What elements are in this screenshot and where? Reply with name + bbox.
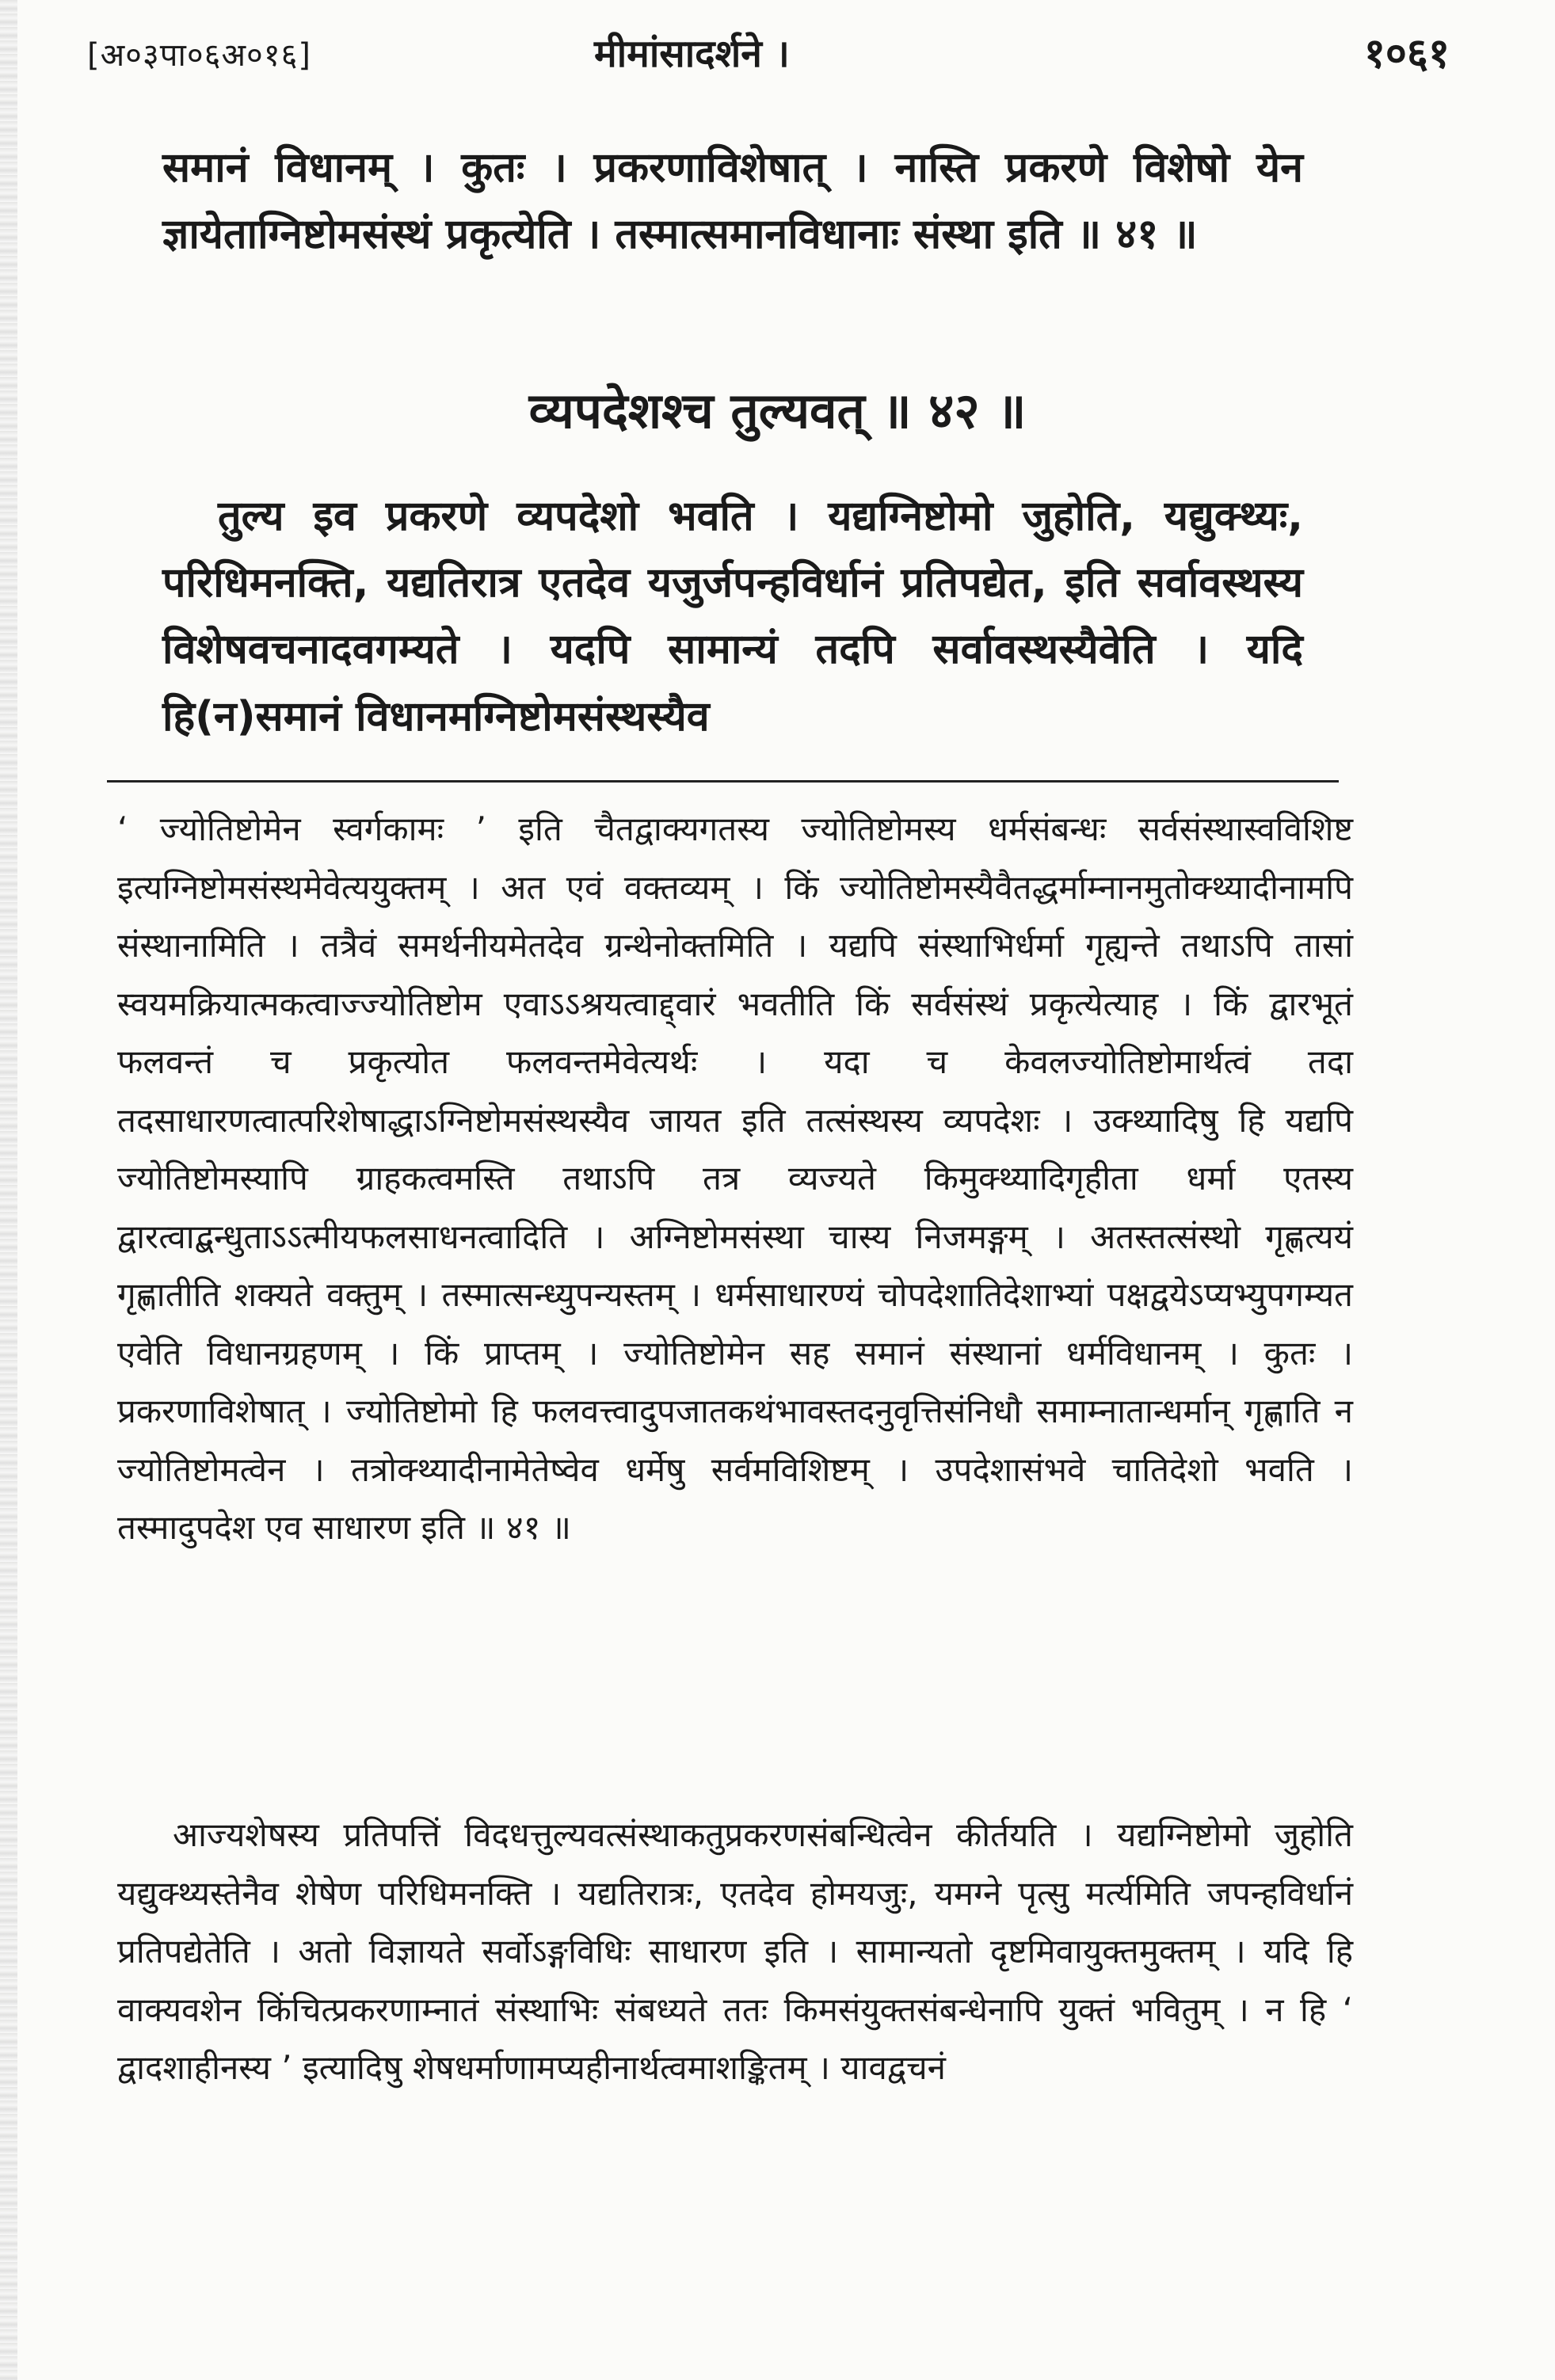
bhashya-block-41 <box>162 135 1303 268</box>
commentary-paragraph-1: ‘ ज्योतिष्टोमेन स्वर्गकामः ’ इति चैतद्वाक्यगतस्य ज्योतिष्टोमस्य धर्मसंबन्धः सर्वसंस्थास्वविशिष्ट इत्यग्निष्टोमसंस्थमेवेत्ययुक्तम् । अत एवं वक्तव्यम् । किं ज्योतिष्टोमस्यैवैतद्धर्माम्नानमुतोक्थ्यादीनामपि संस्थानामिति । तत्रैवं समर्थनीयमेतदेव ग्रन्थेनोक्तमिति । यद्यपि संस्थाभिर्धर्मा गृह्यन्ते तथाऽपि तासां स्वयमक्रियात्मकत्वाज्ज्योतिष्टोम एवाऽऽश्रयत्वाद्द्वारं भवतीति किं सर्वसंस्थं प्रकृत्येत्याह । किं द्वारभूतं फलवन्तं च प्रकृत्योत फलवन्तमेवेत्यर्थः । यदा च केवलज्योतिष्टोमार्थत्वं तदा तदसाधारणत्वात्परिशेषाद्धाऽग्निष्टोमसंस्थस्यैव जायत इति तत्संस्थस्य व्यपदेशः । उक्थ्यादिषु हि यद्यपि ज्योतिष्टोमस्यापि ग्राहकत्वमस्ति तथाऽपि तत्र व्यज्यते किमुक्थ्यादिगृहीता धर्मा एतस्य द्वारत्वाद्बन्धुताऽऽत्मीयफलसाधनत्वादिति । अग्निष्टोमसंस्था चास्य निजमङ्गम् । अतस्तत्संस्थो गृह्णत्ययं गृह्णातीति शक्यते वक्तुम् । तस्मात्सन्ध्युपन्यस्तम् । धर्मसाधारण्यं चोपदेशातिदेशाभ्यां पक्षद्वयेऽप्यभ्युपगम्यत एवेति विधानग्रहणम् । किं प्राप्तम् । ज्योतिष्टोमेन सह समानं संस्थानां धर्मविधानम् । कुतः । प्रकरणाविशेषात् । ज्योतिष्टोमो हि फलवत्त्वादुपजातकथंभावस्तदनुवृत्तिसंनिधौ समाम्नातान्धर्मान् गृह्णाति न ज्योतिष्टोमत्वेन । तत्रोक्थ्यादीनामेतेष्वेव धर्मेषु सर्वमविशिष्टम् । उपदेशासंभवे चातिदेशो भवति । तस्मादुपदेश एव साधारण इति ॥ ४१ ॥ <box>117 809 1353 1547</box>
bhashya-block-42 <box>162 483 1303 750</box>
commentary-block-1 <box>117 800 1353 1557</box>
scan-edge-artifact <box>0 0 17 2380</box>
bhashya-42-text: तुल्य इव प्रकरणे व्यपदेशो भवति । यद्यग्निष्टोमो जुहोति, यद्युक्थ्यः, परिधिमनक्ति, यद्यतिरात्र एतदेव यजुर्जपन्हविर्धानं प्रतिपद्येत, इति सर्वावस्थस्य विशेषवचनादवगम्यते । यदपि सामान्यं तदपि सर्वावस्थस्यैवेति । यदि हि(न)समानं विधानमग्निष्टोमसंस्थस्यैव <box>162 493 1303 741</box>
running-reference: [अ०३पा०६अ०१६] <box>87 37 312 74</box>
commentary-paragraph-2: आज्यशेषस्य प्रतिपत्तिं विदधत्तुल्यवत्संस्थाकतुप्रकरणसंबन्धित्वेन कीर्तयति । यद्यग्निष्टोमो जुहोति यद्युक्थ्यस्तेनैव शेषेण परिधिमनक्ति । यद्यतिरात्रः, एतदेव होमयजुः, यमग्ने पृत्सु मर्त्यमिति जपन्हविर्धानं प्रतिपद्येतेति । अतो विज्ञायते सर्वोऽङ्गविधिः साधारण इति । सामान्यतो दृष्टमिवायुक्तमुक्तम् । यदि हि वाक्यवशेन किंचित्प्रकरणाम्नातं संस्थाभिः संबध्यते ततः किमसंयुक्तसंबन्धेनापि युक्तं भवितुम् । न हि ‘ द्वादशाहीनस्य ’ इत्यादिषु शेषधर्माणामप्यहीनार्थत्वमाशङ्कितम् । यावद्वचनं <box>117 1815 1353 2087</box>
commentary-block-2 <box>117 1806 1353 2097</box>
running-title: मीमांसादर्शने । <box>594 32 790 76</box>
page-number: १०६१ <box>1363 30 1450 78</box>
bhashya-41-ending: समानं विधानम् । कुतः । प्रकरणाविशेषात् । नास्ति प्रकरणे विशेषो येन ज्ञायेताग्निष्टोमसंस्थं प्रकृत्येति । तस्मात्समानविधानाः संस्था इति ॥ ४१ ॥ <box>162 144 1303 259</box>
footnote-divider <box>107 780 1339 783</box>
page-header <box>87 24 1450 87</box>
sutra-42-heading: व्यपदेशश्च तुल्यवत् ॥ ४२ ॥ <box>528 382 1027 440</box>
